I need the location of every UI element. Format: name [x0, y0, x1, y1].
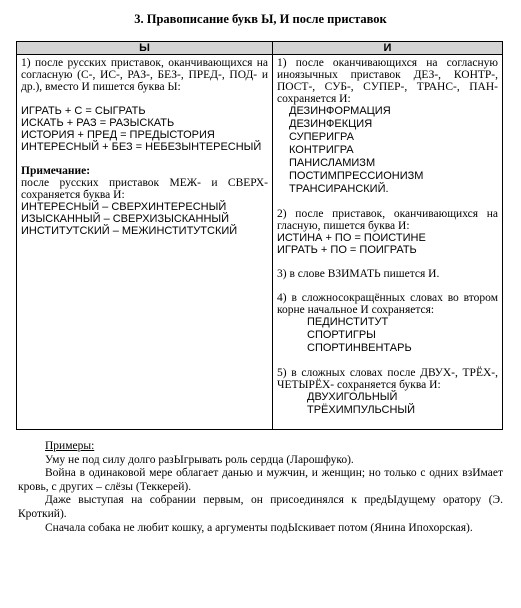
example-sentence: Война в одинаковой мере облагает данью и мужчин, и женщин; но только с одних взИмает кровь, с других – слёзы (Теккерей).	[18, 467, 503, 493]
right-example: ИСТИНА + ПО = ПОИСТИНЕ	[277, 232, 426, 244]
right-rule-5: 5) в сложных словах после ДВУХ-, ТРЁХ-, ЧЕТЫРЁХ- сохраняется буква И:	[277, 367, 498, 391]
rules-table	[16, 41, 503, 430]
right-example: СПОРТИНВЕНТАРЬ	[307, 342, 412, 354]
right-example: ДЕЗИНФЕКЦИЯ	[289, 118, 373, 130]
right-example: ПАНИСЛАМИЗМ	[289, 157, 376, 169]
right-example: ТРЁХИМПУЛЬСНЫЙ	[307, 404, 416, 416]
right-rule-2: 2) после приставок, оканчивающихся на гласную, пишется буква И:	[277, 208, 498, 232]
header-i: И	[273, 42, 503, 55]
note-title: Примечание:	[21, 165, 91, 177]
right-example: ИГРАТЬ + ПО = ПОИГРАТЬ	[277, 244, 417, 256]
right-example: ПОСТИМПРЕССИОНИЗМ	[289, 170, 424, 182]
right-example: ДВУХИГОЛЬНЫЙ	[307, 391, 398, 403]
left-cell	[17, 55, 273, 430]
right-rule-4: 4) в сложносокращённых словах во втором корне начальное И сохраняется:	[277, 292, 498, 316]
example-sentence: Уму не под силу долго разЫгрывать роль сердца (Ларошфуко).	[45, 453, 354, 466]
example-sentence: Даже выступая на собрании первым, он присоединялся к предЫдущему оратору (Э. Кроткий).	[18, 494, 503, 520]
left-example: ИНТЕРЕСНЫЙ + БЕЗ = НЕБЕЗЫНТЕРЕСНЫЙ	[21, 141, 262, 153]
note-example: ИНТЕРЕСНЫЙ – СВЕРХИНТЕРЕСНЫЙ	[21, 201, 227, 213]
page-title: 3. Правописание букв Ы, И после приставок	[134, 12, 387, 26]
note-example: ИНСТИТУТСКИЙ – МЕЖИНСТИТУТСКИЙ	[21, 225, 238, 237]
note-example: ИЗЫСКАННЫЙ – СВЕРХИЗЫСКАННЫЙ	[21, 213, 230, 225]
examples-section	[18, 440, 503, 535]
left-rule: 1) после русских приставок, оканчивающихся на согласную (С-, ИС-, РАЗ-, БЕЗ-, ПРЕД-, ПОД- и др.), вместо И пишется буква Ы:	[21, 57, 268, 93]
right-example: ТРАНСИРАНСКИЙ.	[289, 183, 389, 195]
right-example: СПОРТИГРЫ	[307, 329, 376, 341]
header-y: Ы	[17, 42, 273, 55]
left-example: ИСТОРИЯ + ПРЕД = ПРЕДЫСТОРИЯ	[21, 129, 215, 141]
right-rule-1: 1) после оканчивающихся на согласную иноязычных приставок ДЕЗ-, КОНТР-, ПОСТ-, СУБ-, СУПЕР-, ТРАНС-, ПАН- сохраняется И:	[277, 57, 498, 105]
left-example: ИСКАТЬ + РАЗ = РАЗЫСКАТЬ	[21, 117, 175, 129]
right-example: КОНТРИГРА	[289, 144, 354, 156]
note-text: после русских приставок МЕЖ- и СВЕРХ- сохраняется буква И:	[21, 177, 268, 201]
right-example: СУПЕРИГРА	[289, 131, 354, 143]
examples-title: Примеры:	[45, 440, 95, 452]
left-example: ИГРАТЬ + С = СЫГРАТЬ	[21, 105, 146, 117]
right-cell	[273, 55, 503, 430]
right-example: ДЕЗИНФОРМАЦИЯ	[289, 105, 391, 117]
right-rule-3: 3) в слове ВЗИМАТЬ пишется И.	[277, 268, 440, 280]
right-example: ПЕДИНСТИТУТ	[307, 316, 389, 328]
example-sentence: Сначала собака не любит кошку, а аргументы подЫскивает потом (Янина Ипохорская).	[45, 521, 473, 534]
